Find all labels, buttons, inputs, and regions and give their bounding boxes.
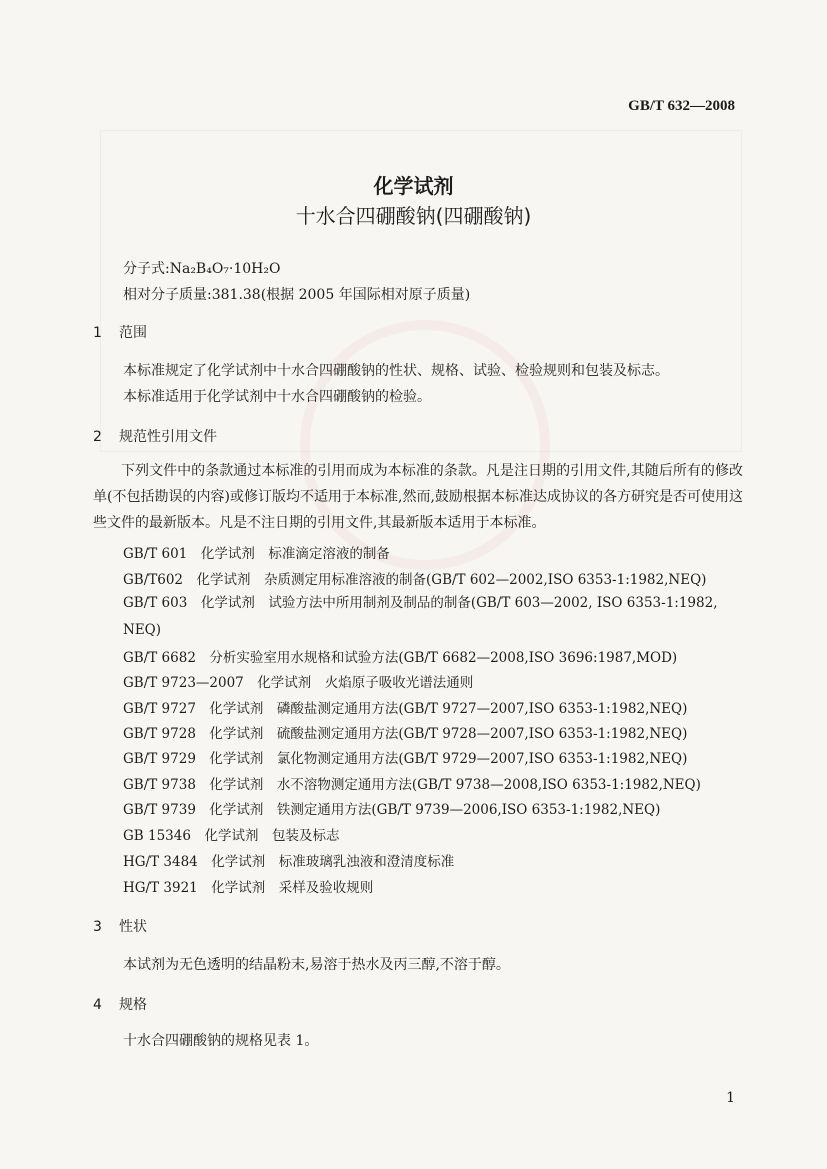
reference-item: GB/T 9729 化学试剂 氯化物测定通用方法(GB/T 9729—2007,ISO 6353-1:1982,NEQ)	[123, 751, 688, 767]
reference-item: HG/T 3484 化学试剂 标准玻璃乳浊液和澄清度标准	[123, 854, 455, 870]
section-heading-specification: 4 规格	[93, 997, 147, 1013]
reference-item: GB/T 601 化学试剂 标准滴定溶液的制备	[123, 546, 390, 562]
reference-item: GB/T 9728 化学试剂 硫酸盐测定通用方法(GB/T 9728—2007,ISO 6353-1:1982,NEQ)	[123, 726, 688, 742]
reference-item: GB 15346 化学试剂 包装及标志	[123, 828, 340, 844]
specification-paragraph: 十水合四硼酸钠的规格见表 1。	[123, 1033, 319, 1049]
scope-paragraph-1: 本标准规定了化学试剂中十水合四硼酸钠的性状、规格、试验、检验规则和包装及标志。	[123, 363, 669, 379]
standard-code: GB/T 632—2008	[628, 98, 735, 114]
reference-item: GB/T602 化学试剂 杂质测定用标准溶液的制备(GB/T 602—2002,ISO 6353-1:1982,NEQ)	[123, 572, 707, 588]
normative-references-intro: 下列文件中的条款通过本标准的引用而成为本标准的条款。凡是注日期的引用文件,其随后所有的修改单(不包括勘误的内容)或修订版均不适用于本标准,然而,鼓励根据本标准达成协议的各方研究是否可使用这些文件的最新版本。凡是不注日期的引用文件,其最新版本适用于本标准。	[93, 463, 743, 531]
reference-item: GB/T 6682 分析实验室用水规格和试验方法(GB/T 6682—2008,ISO 3696:1987,MOD)	[123, 650, 678, 666]
reference-item: GB/T 603 化学试剂 试验方法中所用制剂及制品的制备(GB/T 603—2002, ISO 6353-1:1982, NEQ)	[123, 595, 718, 638]
page-number: 1	[726, 1090, 735, 1106]
scope-paragraph-2: 本标准适用于化学试剂中十水合四硼酸钠的检验。	[123, 389, 431, 405]
section-heading-normative-references: 2 规范性引用文件	[93, 429, 217, 445]
molecular-formula: 分子式:Na₂B₄O₇·10H₂O	[123, 261, 281, 277]
section-heading-scope: 1 范围	[93, 325, 147, 341]
reference-item: GB/T 9727 化学试剂 磷酸盐测定通用方法(GB/T 9727—2007,ISO 6353-1:1982,NEQ)	[123, 701, 688, 717]
document-title-line1: 化学试剂	[373, 174, 454, 198]
reference-item: HG/T 3921 化学试剂 采样及验收规则	[123, 880, 374, 896]
reference-item: GB/T 9738 化学试剂 水不溶物测定通用方法(GB/T 9738—2008,ISO 6353-1:1982,NEQ)	[123, 777, 701, 793]
reference-item: GB/T 9739 化学试剂 铁测定通用方法(GB/T 9739—2006,ISO 6353-1:1982,NEQ)	[123, 802, 661, 818]
reference-item: GB/T 9723—2007 化学试剂 火焰原子吸收光谱法通则	[123, 675, 474, 691]
document-title-line2: 十水合四硼酸钠(四硼酸钠)	[295, 204, 532, 228]
relative-molecular-mass: 相对分子质量:381.38(根据 2005 年国际相对原子质量)	[123, 287, 471, 303]
section-heading-properties: 3 性状	[93, 919, 147, 935]
properties-paragraph: 本试剂为无色透明的结晶粉末,易溶于热水及丙三醇,不溶于醇。	[123, 957, 510, 973]
